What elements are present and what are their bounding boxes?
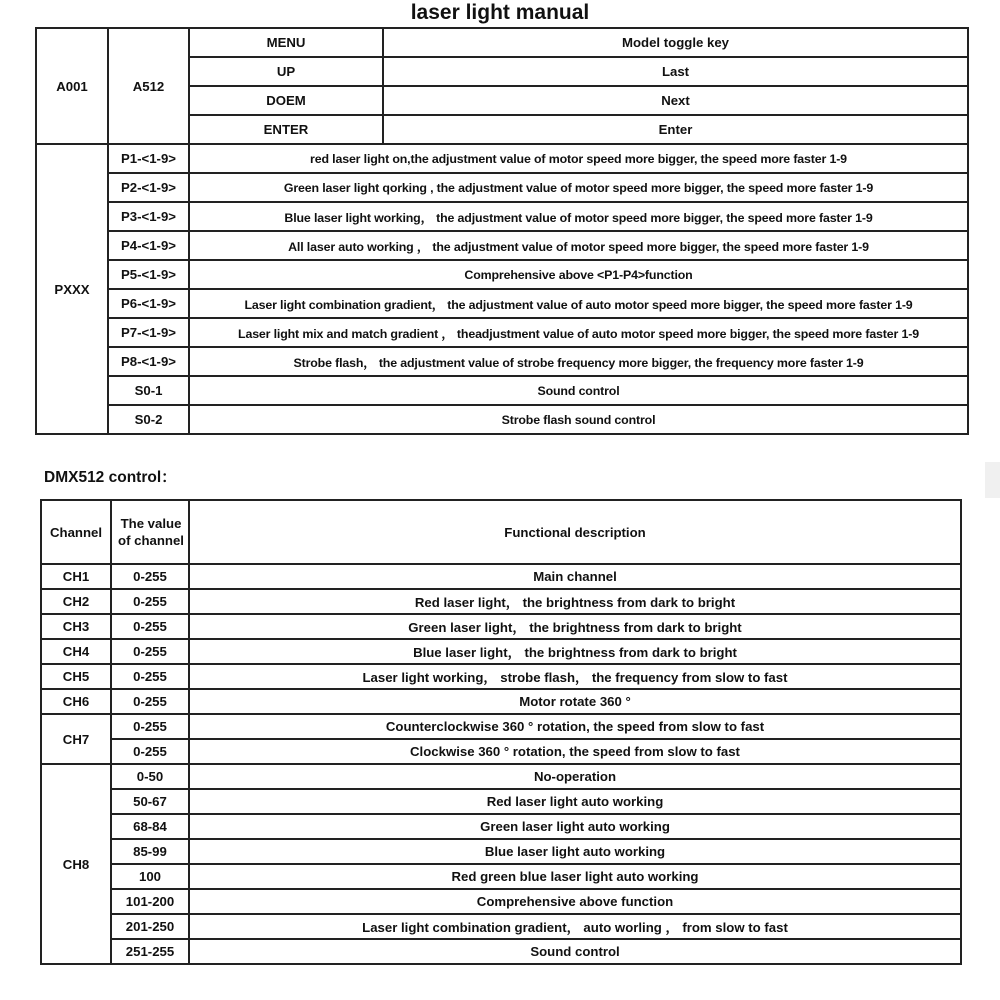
channel-cell: CH2 <box>41 589 111 614</box>
value-cell: 201-250 <box>111 914 189 939</box>
description-cell: Clockwise 360 ° rotation, the speed from slow to fast <box>189 739 961 764</box>
header-row <box>41 500 961 564</box>
description-cell: Red laser light auto working <box>189 789 961 814</box>
dmx-channel-table <box>40 499 962 965</box>
value-cell: 0-255 <box>111 714 189 739</box>
program-code: P8-<1-9> <box>108 347 189 376</box>
table-row <box>41 939 961 964</box>
table-row <box>36 405 968 434</box>
program-code: P7-<1-9> <box>108 318 189 347</box>
table-row <box>36 376 968 405</box>
table-row <box>36 144 968 173</box>
table-row <box>41 664 961 689</box>
value-cell: 0-50 <box>111 764 189 789</box>
table-row <box>36 260 968 289</box>
table-row <box>36 202 968 231</box>
page-title: laser light manual <box>410 1 590 24</box>
program-description: Sound control <box>189 376 968 405</box>
key-name: ENTER <box>189 115 383 144</box>
table-row <box>41 839 961 864</box>
key-function-table <box>35 27 969 435</box>
table-row <box>41 864 961 889</box>
description-cell: Comprehensive above function <box>189 889 961 914</box>
mode-code-a512: A512 <box>108 28 189 144</box>
key-name: MENU <box>189 28 383 57</box>
column-header-value <box>111 500 189 564</box>
channel-cell: CH6 <box>41 689 111 714</box>
key-function: Model toggle key <box>383 28 968 57</box>
table-row <box>36 28 968 57</box>
key-name: DOEM <box>189 86 383 115</box>
value-cell: 0-255 <box>111 564 189 589</box>
value-cell: 85-99 <box>111 839 189 864</box>
program-description: All laser auto working ， the adjustment value of motor speed more bigger, the speed more faster 1-9 <box>189 231 968 260</box>
table-row <box>41 564 961 589</box>
value-cell: 50-67 <box>111 789 189 814</box>
mode-code-pxxx: PXXX <box>36 144 108 434</box>
mode-code-a001: A001 <box>36 28 108 144</box>
value-cell: 0-255 <box>111 589 189 614</box>
description-cell: Red laser light， the brightness from dark to bright <box>189 589 961 614</box>
table-row <box>41 739 961 764</box>
description-cell: Laser light combination gradient， auto worling ， from slow to fast <box>189 914 961 939</box>
program-description: Laser light mix and match gradient ， theadjustment value of auto motor speed more bigger, the speed more faster 1-9 <box>189 318 968 347</box>
table-row <box>36 231 968 260</box>
value-cell: 251-255 <box>111 939 189 964</box>
program-code: S0-2 <box>108 405 189 434</box>
table-row <box>41 889 961 914</box>
table-row <box>41 614 961 639</box>
value-cell: 0-255 <box>111 739 189 764</box>
program-code: P5-<1-9> <box>108 260 189 289</box>
key-function: Next <box>383 86 968 115</box>
table-row <box>41 789 961 814</box>
program-code: S0-1 <box>108 376 189 405</box>
value-cell: 100 <box>111 864 189 889</box>
program-description: Blue laser light working， the adjustment value of motor speed more bigger, the speed more faster 1-9 <box>189 202 968 231</box>
table-row <box>41 814 961 839</box>
column-header-value-text: The value of channel <box>118 516 184 548</box>
table-row <box>36 173 968 202</box>
program-code: P4-<1-9> <box>108 231 189 260</box>
key-name: UP <box>189 57 383 86</box>
column-header-description: Functional description <box>189 500 961 564</box>
program-code: P6-<1-9> <box>108 289 189 318</box>
description-cell: Sound control <box>189 939 961 964</box>
program-description: Strobe flash sound control <box>189 405 968 434</box>
description-cell: Main channel <box>189 564 961 589</box>
value-cell: 0-255 <box>111 664 189 689</box>
description-cell: Laser light working， strobe flash， the frequency from slow to fast <box>189 664 961 689</box>
table-row <box>41 589 961 614</box>
description-cell: Green laser light auto working <box>189 814 961 839</box>
channel-cell: CH8 <box>41 764 111 964</box>
key-function: Enter <box>383 115 968 144</box>
description-cell: Motor rotate 360 ° <box>189 689 961 714</box>
table-row <box>41 689 961 714</box>
key-function: Last <box>383 57 968 86</box>
table-row <box>41 714 961 739</box>
value-cell: 0-255 <box>111 689 189 714</box>
program-description: Comprehensive above <P1-P4>function <box>189 260 968 289</box>
channel-cell: CH5 <box>41 664 111 689</box>
value-cell: 0-255 <box>111 639 189 664</box>
program-code: P3-<1-9> <box>108 202 189 231</box>
program-code: P1-<1-9> <box>108 144 189 173</box>
table-row <box>41 639 961 664</box>
description-cell: Green laser light， the brightness from dark to bright <box>189 614 961 639</box>
table-row <box>36 347 968 376</box>
program-description: Strobe flash， the adjustment value of strobe frequency more bigger, the frequency more faster 1-9 <box>189 347 968 376</box>
dmx-section-heading: DMX512 control： <box>44 469 177 486</box>
program-description: red laser light on,the adjustment value of motor speed more bigger, the speed more faster 1-9 <box>189 144 968 173</box>
program-description: Green laser light qorking , the adjustment value of motor speed more bigger, the speed more faster 1-9 <box>189 173 968 202</box>
program-description: Laser light combination gradient， the adjustment value of auto motor speed more bigger, the speed more faster 1-9 <box>189 289 968 318</box>
table-row <box>41 764 961 789</box>
description-cell: Blue laser light auto working <box>189 839 961 864</box>
value-cell: 0-255 <box>111 614 189 639</box>
edge-strip <box>985 462 1000 498</box>
description-cell: Counterclockwise 360 ° rotation, the speed from slow to fast <box>189 714 961 739</box>
description-cell: Red green blue laser light auto working <box>189 864 961 889</box>
program-code: P2-<1-9> <box>108 173 189 202</box>
value-cell: 68-84 <box>111 814 189 839</box>
description-cell: No-operation <box>189 764 961 789</box>
channel-cell: CH1 <box>41 564 111 589</box>
channel-cell: CH3 <box>41 614 111 639</box>
column-header-channel: Channel <box>41 500 111 564</box>
channel-cell: CH7 <box>41 714 111 764</box>
value-cell: 101-200 <box>111 889 189 914</box>
description-cell: Blue laser light， the brightness from dark to bright <box>189 639 961 664</box>
channel-cell: CH4 <box>41 639 111 664</box>
table-row <box>36 289 968 318</box>
table-row <box>41 914 961 939</box>
table-row <box>36 318 968 347</box>
